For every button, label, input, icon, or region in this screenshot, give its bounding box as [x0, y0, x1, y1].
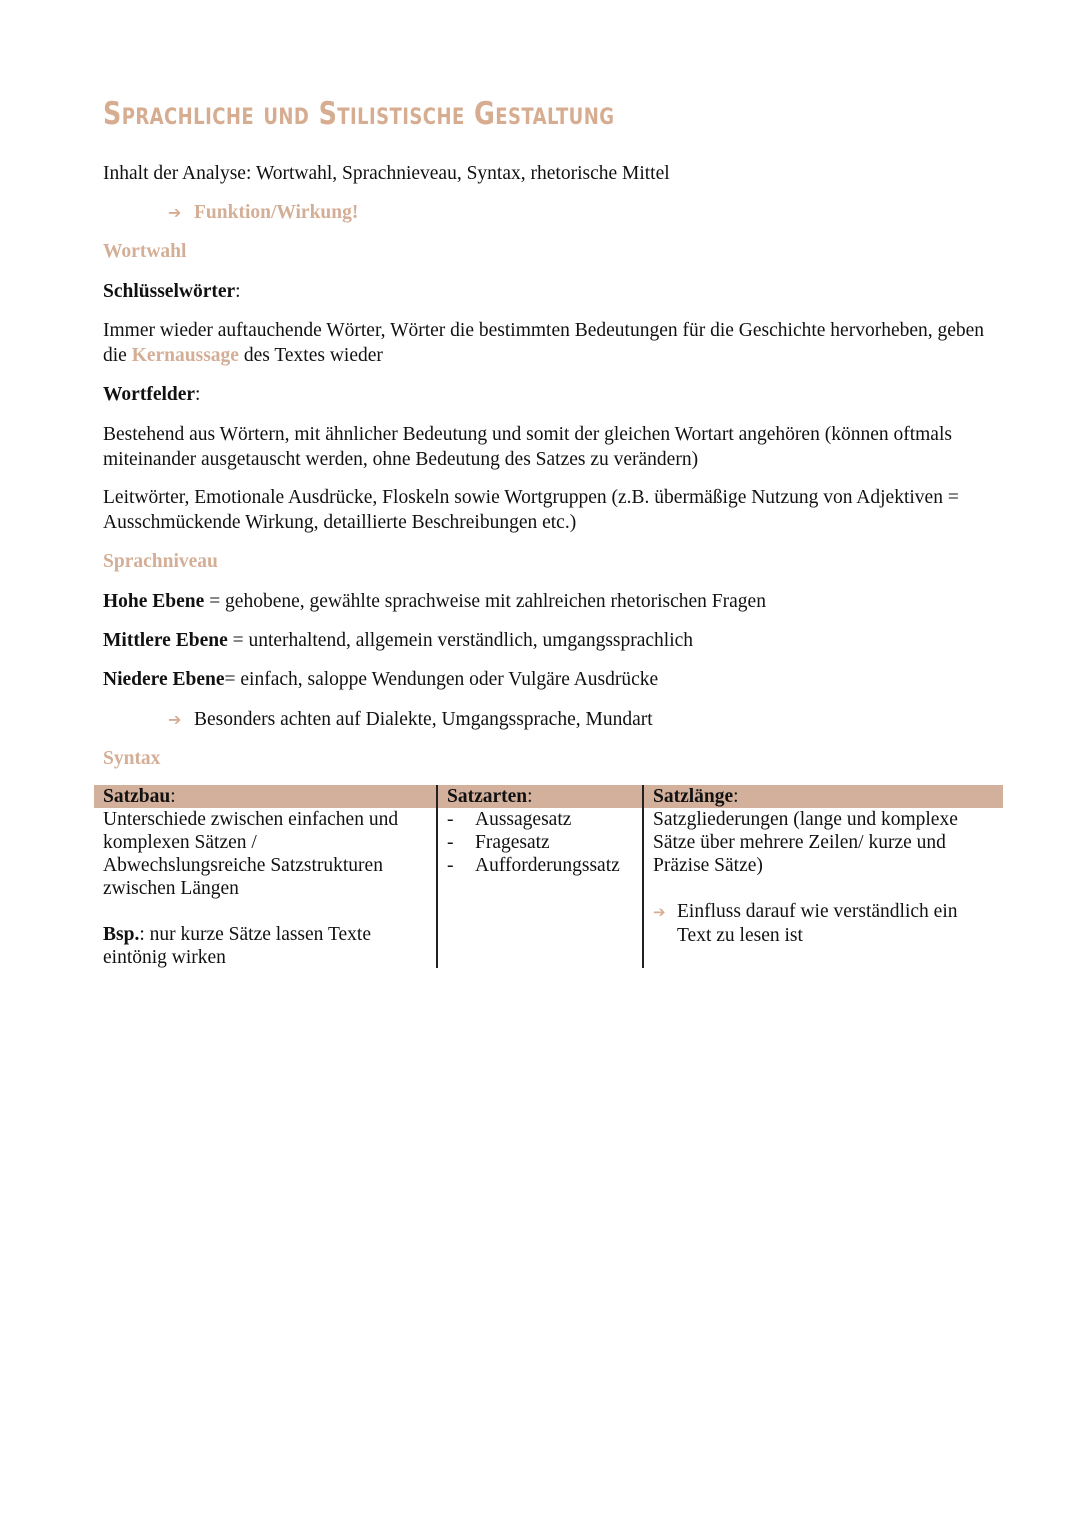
- column-divider: [642, 785, 644, 968]
- wortfelder-paragraph: Bestehend aus Wörtern, mit ähnlicher Bedeutung und somit der gleichen Wortart angehören (können oftmals miteinander ausgetauscht werden, ohne Bedeutung des Satzes zu verändern): [103, 424, 952, 470]
- arrow-right-icon: ➔: [168, 203, 182, 222]
- header-label: Satzlänge: [653, 786, 734, 807]
- text-span: des Textes wieder: [238, 345, 383, 366]
- intro-line: Inhalt der Analyse: Wortwahl, Sprachnieveau, Syntax, rhetorische Mittel: [103, 163, 670, 184]
- section-heading-syntax: Syntax: [103, 748, 161, 769]
- function-effect-note: Funktion/Wirkung!: [194, 202, 359, 223]
- mittlere-ebene-line: [103, 628, 693, 653]
- header-label: Satzbau: [103, 786, 171, 807]
- wortfelder-label-line: [103, 382, 200, 407]
- list-item-text: Fragesatz: [475, 832, 550, 853]
- header-label: Satzarten: [447, 786, 528, 807]
- cell-line: Abwechslungsreiche Satzstrukturen: [103, 855, 383, 876]
- example-label: Bsp.: [103, 924, 140, 945]
- cell-line: Präzise Sätze): [653, 855, 763, 876]
- hohe-ebene-label: Hohe Ebene: [103, 591, 205, 612]
- list-item: - Aussagesatz: [447, 809, 572, 830]
- niedere-ebene-line: [103, 667, 658, 692]
- dialect-arrow-line: [168, 707, 653, 732]
- arrow-note-text: Einfluss darauf wie verständlich ein: [677, 901, 958, 922]
- colon: :: [195, 384, 201, 405]
- example-line: [103, 923, 433, 946]
- schluesselwoerter-label: Schlüsselwörter: [103, 281, 236, 302]
- hohe-ebene-line: [103, 589, 766, 614]
- spacer: [103, 900, 433, 923]
- schluesselwoerter-label-line: [103, 279, 241, 304]
- cell-line: eintönig wirken: [103, 947, 226, 968]
- niedere-ebene-label: Niedere Ebene: [103, 669, 225, 690]
- dialect-note: Besonders achten auf Dialekte, Umgangssprache, Mundart: [194, 709, 653, 730]
- section-heading-sprachniveau: Sprachniveau: [103, 551, 218, 572]
- colon: :: [170, 786, 176, 807]
- mittlere-ebene-text: = unterhaltend, allgemein verständlich, umgangssprachlich: [227, 630, 694, 651]
- cell-line: Unterschiede zwischen einfachen und: [103, 809, 399, 830]
- cell-line: Satzgliederungen (lange und komplexe: [653, 809, 958, 830]
- page-title: Sprachliche und Stilistische Gestaltung: [103, 96, 615, 132]
- column-header: [103, 785, 433, 808]
- cell-line: Sätze über mehrere Zeilen/ kurze und: [653, 832, 946, 853]
- schluesselwoerter-paragraph: [103, 318, 1008, 368]
- arrow-right-icon: ➔: [653, 903, 666, 921]
- column-divider: [436, 785, 438, 968]
- list-item-text: Aussagesatz: [475, 809, 572, 830]
- colon: :: [235, 281, 241, 302]
- cell-line: zwischen Längen: [103, 878, 239, 899]
- list-item: - Fragesatz: [447, 832, 550, 853]
- cell-line: Text zu lesen ist: [677, 925, 803, 946]
- table-column-satzlaenge: [653, 785, 993, 947]
- arrow-note-line: [653, 900, 993, 924]
- list-item: - Aufforderungssatz: [447, 855, 620, 876]
- hohe-ebene-text: = gehobene, gewählte sprachweise mit zahlreichen rhetorischen Fragen: [204, 591, 766, 612]
- wortfelder-label: Wortfelder: [103, 384, 196, 405]
- section-heading-wortwahl: Wortwahl: [103, 241, 187, 262]
- intro-arrow-line: [168, 200, 358, 225]
- colon: :: [733, 786, 739, 807]
- kernaussage-highlight: Kernaussage: [131, 345, 239, 366]
- column-header: [653, 785, 993, 808]
- arrow-right-icon: ➔: [168, 710, 182, 729]
- colon: :: [527, 786, 533, 807]
- niedere-ebene-text: = einfach, saloppe Wendungen oder Vulgäre Ausdrücke: [224, 669, 659, 690]
- cell-line: komplexen Sätzen /: [103, 832, 257, 853]
- example-text: : nur kurze Sätze lassen Texte: [139, 924, 371, 945]
- spacer: [653, 877, 993, 900]
- table-column-satzbau: [103, 785, 433, 969]
- leitwoerter-paragraph: Leitwörter, Emotionale Ausdrücke, Floskeln sowie Wortgruppen (z.B. übermäßige Nutzung von Adjektiven = Ausschmückende Wirkung, detaillierte Beschreibungen etc.): [103, 487, 959, 533]
- table-column-satzarten: [447, 785, 637, 877]
- mittlere-ebene-label: Mittlere Ebene: [103, 630, 228, 651]
- text-span: Immer wieder auftauchende Wörter, Wörter die bestimmten Bedeutungen für die Geschichte hervorheben, geben die: [103, 320, 985, 366]
- column-header: [447, 785, 637, 808]
- list-item-text: Aufforderungssatz: [475, 855, 620, 876]
